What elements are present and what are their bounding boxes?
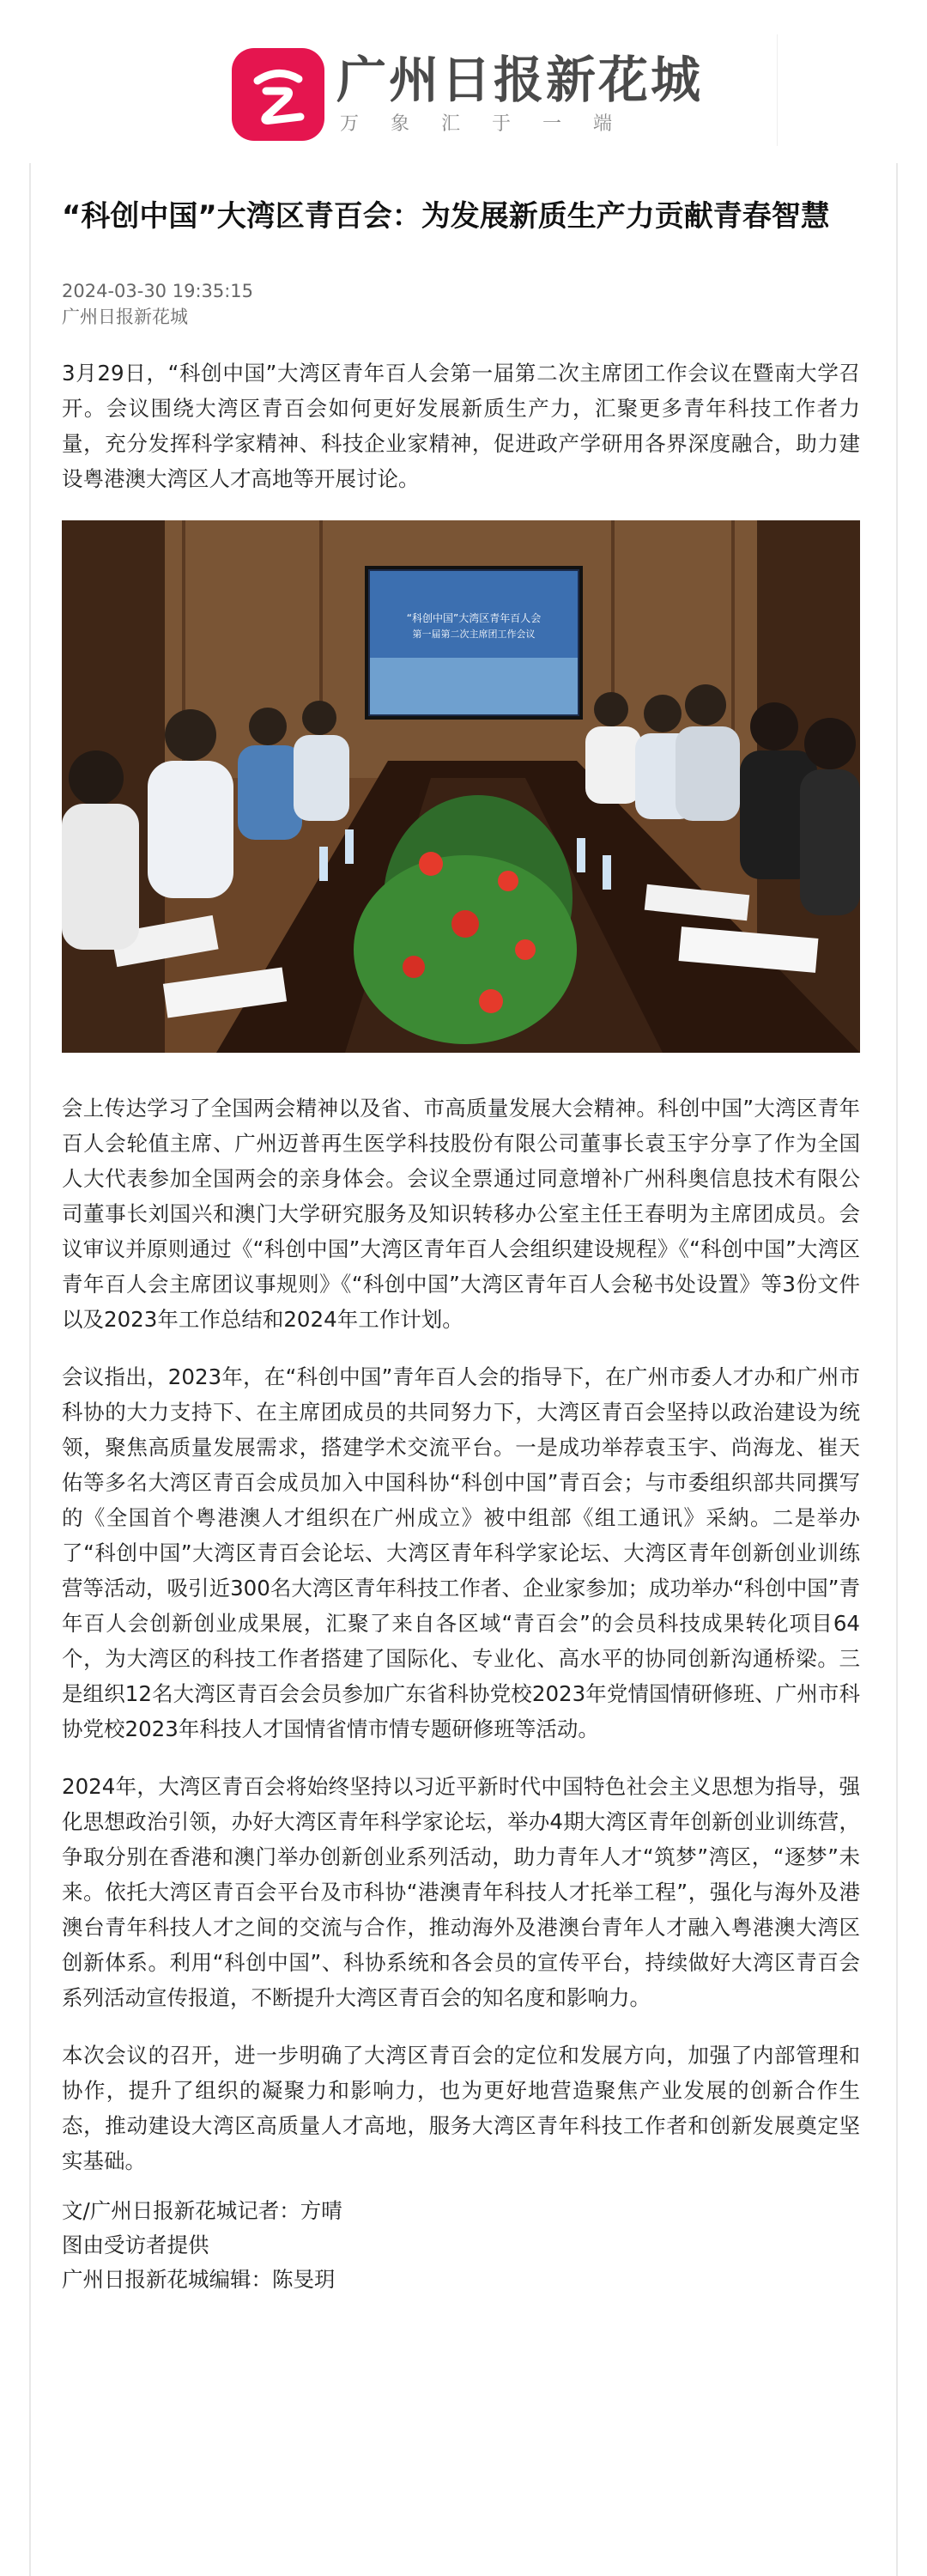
publish-date: 2024-03-30 19:35:15 (62, 281, 254, 301)
article-credits (62, 2194, 860, 2297)
screen-line-2: 第一届第二次主席团工作会议 (412, 629, 536, 640)
article-paragraph: 会上传达学习了全国两会精神以及省、市高质量发展大会精神。科创中国”大湾区青年百人会轮值主席、广州迈普再生医学科技股份有限公司董事长袁玉宇分享了作为全国人大代表参加全国两会的亲身体会。会议全票通过同意增补广州科奥信息技术有限公司董事长刘国兴和澳门大学研究服务及知识转移办公室主任王春明为主席团成员。会议审议并原则通过《“科创中国”大湾区青年百人会组织建设规程》《“科创中国”大湾区青年百人会主席团议事规则》《“科创中国”大湾区青年百人会秘书处设置》等3份文件以及2023年工作总结和2024年工作计划。 (62, 1096, 860, 1332)
article-title: “科创中国”大湾区青百会：为发展新质生产力贡献青春智慧 (62, 199, 830, 234)
article (62, 192, 860, 2297)
article-paragraph: 会议指出，2023年，在“科创中国”青年百人会的指导下，在广州市委人才办和广州市科协的大力支持下、在主席团成员的共同努力下，大湾区青百会坚持以政治建设为统领，聚焦高质量发展需求，搭建学术交流平台。一是成功举荐袁玉宇、尚海龙、崔天佑等多名大湾区青百会成员加入中国科协“科创中国”青百会；与市委组织部共同撰写的《全国首个粤港澳人才组织在广州成立》被中组部《组工通讯》采納。二是举办了“科创中国”大湾区青百会论坛、大湾区青年科学家论坛、大湾区青年创新创业训练营等活动，吸引近300名大湾区青年科技工作者、企业家参加；成功举办“科创中国”青年百人会创新创业成果展，汇聚了来自各区域“青百会”的会员科技成果转化项目64个，为大湾区的科技工作者搭建了国际化、专业化、高水平的协同创新沟通桥梁。三是组织12名大湾区青百会会员参加广东省科协党校2023年党情国情研修班、广州市科协党校2023年科技人才国情省情市情专题研修班等活动。 (62, 1364, 860, 1741)
brand-slogan: 万象汇于一端 (340, 113, 645, 135)
credit-reporter: 文/广州日报新花城记者：方晴 (62, 2198, 342, 2223)
article-paragraph: 3月29日，“科创中国”大湾区青年百人会第一届第二次主席团工作会议在暨南大学召开。会议围绕大湾区青百会如何更好发展新质生产力，汇聚更多青年科技工作者力量，充分发挥科学家精神、科技企业家精神，促进政产学研用各界深度融合，助力建设粤港澳大湾区人才高地等开展讨论。 (62, 361, 860, 491)
article-source[interactable]: 广州日报新花城 (62, 307, 188, 327)
credit-photo: 图由受访者提供 (62, 2233, 209, 2257)
screen-line-1: “科创中国”大湾区青年百人会 (406, 612, 542, 624)
meeting-photo[interactable] (62, 520, 860, 1053)
app-logo-icon[interactable] (232, 48, 324, 141)
brand-name: 广州日报新花城 (336, 51, 704, 109)
page-header (0, 0, 927, 163)
header-divider (777, 34, 778, 146)
article-paragraph: 2024年，大湾区青百会将始终坚持以习近平新时代中国特色社会主义思想为指导，强化思想政治引领，办好大湾区青年科学家论坛，举办4期大湾区青年创新创业训练营，争取分别在香港和澳门举办创新创业系列活动，助力青年人才“筑梦”湾区，“逐梦”未来。依托大湾区青百会平台及市科协“港澳青年科技人才托举工程”，强化与海外及港澳台青年科技人才之间的交流与合作，推动海外及港澳台青年人才融入粤港澳大湾区创新体系。利用“科创中国”、科协系统和各会员的宣传平台，持续做好大湾区青百会系列活动宣传报道，不断提升大湾区青百会的知名度和影响力。 (62, 1774, 860, 2010)
article-paragraph: 本次会议的召开，进一步明确了大湾区青百会的定位和发展方向，加强了内部管理和协作，提升了组织的凝聚力和影响力，也为更好地营造聚焦产业发展的创新合作生态，推动建设大湾区高质量人才高地，服务大湾区青年科技工作者和创新发展奠定坚实基础。 (62, 2043, 860, 2173)
credit-editor: 广州日报新花城编辑：陈旻玥 (62, 2267, 336, 2292)
